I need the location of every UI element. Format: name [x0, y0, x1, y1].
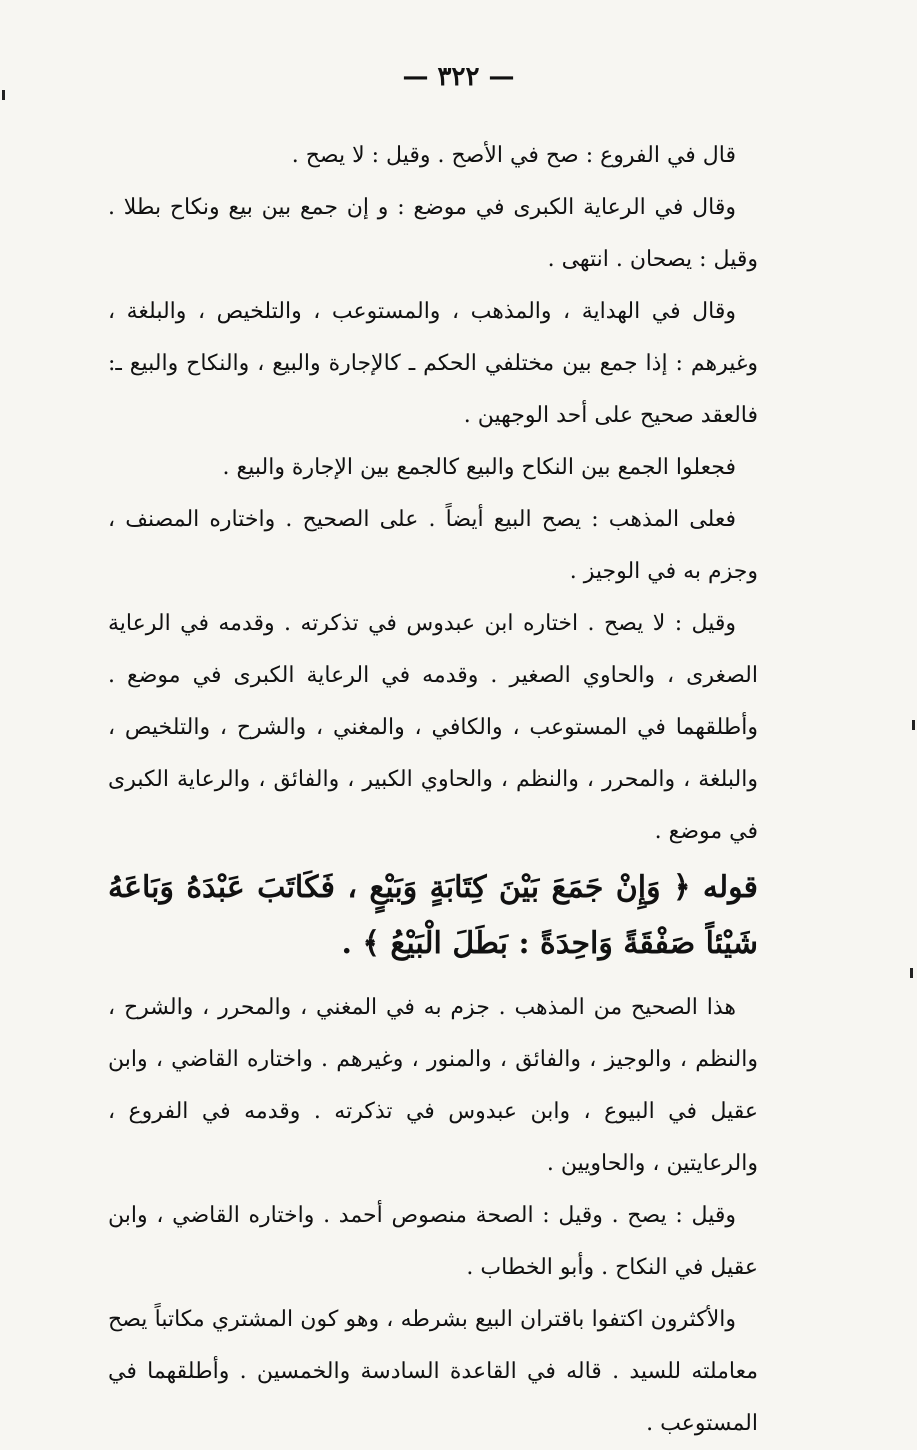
paragraph: وقيل : لا يصح . اختاره ابن عبدوس في تذكرته . وقدمه في الرعاية الصغرى ، والحاوي الصغير . وقدمه في الرعاية الكبرى في موضع . وأطلقهما في المستوعب ، والكافي ، والمغني ، والشرح ، والتلخيص ، والبلغة ، والمحرر ، والنظم ، والحاوي الكبير ، والفائق ، والرعاية الكبرى في موضع . — [108, 611, 758, 844]
scan-mark — [912, 720, 915, 730]
paragraph: قال في الفروع : صح في الأصح . وقيل : لا يصح . — [291, 143, 736, 168]
quoted-matn: قوله ﴿ وَإِنْ جَمَعَ بَيْنَ كِتَابَةٍ وَبَيْعٍ ، فَكَاتَبَ عَبْدَهُ وَبَاعَهُ شَيْئاً صَفْقَةً وَاحِدَةً : بَطَلَ الْبَيْعُ ﴾ . — [108, 870, 758, 961]
scan-mark — [910, 968, 913, 978]
paragraph: فعلى المذهب : يصح البيع أيضاً . على الصحيح . واختاره المصنف ، وجزم به في الوجيز . — [108, 507, 758, 584]
paragraph: فجعلوا الجمع بين النكاح والبيع كالجمع بين الإجارة والبيع . — [222, 455, 736, 480]
paragraph: والأكثرون اكتفوا باقتران البيع بشرطه ، وهو كون المشتري مكاتباً يصح معاملته للسيد . قاله في القاعدة السادسة والخمسين . وأطلقهما في المستوعب . — [108, 1307, 758, 1436]
paragraph: وقال في الهداية ، والمذهب ، والمستوعب ، والتلخيص ، والبلغة ، وغيرهم : إذا جمع بين مختلفي الحكم ـ كالإجارة والبيع ، والنكاح والبيع ـ: فالعقد صحيح على أحد الوجهين . — [108, 299, 758, 428]
paragraph: وقال في الرعاية الكبرى في موضع : و إن جمع بين بيع ونكاح بطلا . وقيل : يصحان . انتهى . — [108, 195, 758, 272]
body-text — [108, 130, 758, 1450]
paragraph: وقيل : يصح . وقيل : الصحة منصوص أحمد . واختاره القاضي ، وابن عقيل في النكاح . وأبو الخطاب . — [108, 1203, 758, 1280]
paragraph: هذا الصحيح من المذهب . جزم به في المغني ، والمحرر ، والشرح ، والنظم ، والوجيز ، والفائق ، والمنور ، وغيرهم . واختاره القاضي ، وابن عقيل في البيوع ، وابن عبدوس في تذكرته . وقدمه في الفروع ، والرعايتين ، والحاويين . — [108, 995, 758, 1176]
page-number: — ٣٢٢ — — [402, 62, 515, 92]
